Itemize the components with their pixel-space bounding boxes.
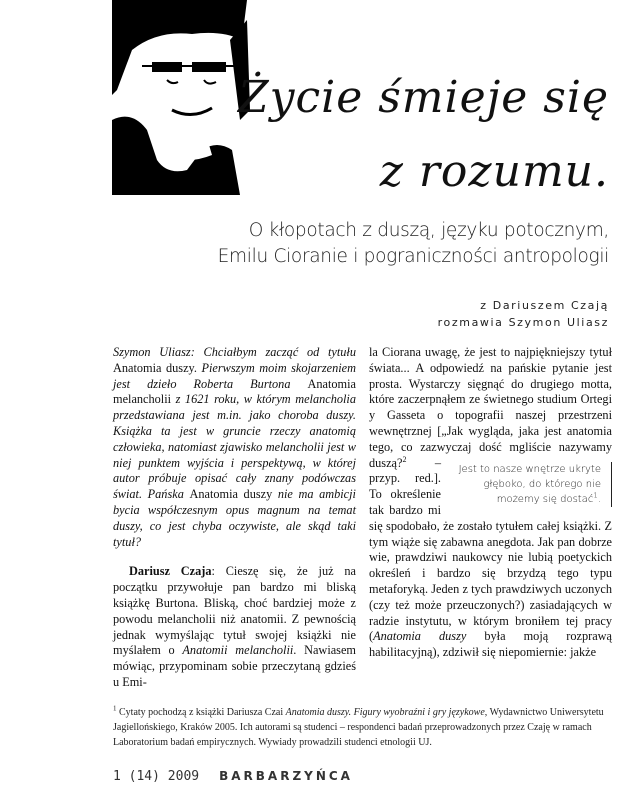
right-column bbox=[369, 345, 612, 661]
answer-text: : Cieszę się, że już na początku przywołuje pan bardzo mi bliską książkę Burtona. Bliską, choć bardziej może z powodu melancholii niż anatomii. Z pewnością jednak wymyślając tytuł swojej książki nie myślałem o bbox=[113, 564, 356, 658]
footnote-mark: 1 bbox=[113, 704, 117, 713]
answer-text: była moją rozprawą habilitacyjną), zdziwił się niepomiernie: jakże bbox=[369, 629, 612, 660]
subtitle-line-2: Emilu Cioranie i pograniczności antropologii bbox=[217, 246, 609, 267]
subtitle-line-1: O kłopotach z duszą, języku potocznym, bbox=[248, 220, 609, 241]
speaker-name: Dariusz Czaja bbox=[129, 564, 212, 579]
book-title: Anatomii melancholii bbox=[182, 643, 294, 658]
footnote-text: , Wydawnictwo Uniwersytetu Jagiellońskiego, Kraków 2005. Ich autorami są studenci – respondenci badań przeprowadzonych przez Czaję w ramach Laboratorium badań empirycznych. Wywiady prowadzili studenci etnologii UJ. bbox=[113, 707, 604, 748]
book-title: Anatomia duszy bbox=[189, 487, 273, 502]
answer-text: . Nawiasem mówiąc, przypominam sobie przeczytaną gdzieś u Emi- bbox=[113, 643, 356, 689]
title-line-2: z rozumu. bbox=[379, 146, 609, 197]
question-text: nie ma ambicji bycia współczesnym opus magnum na temat duszy, co jest chyba oczywiste, ale skąd taki tytuł? bbox=[113, 487, 356, 549]
footnote bbox=[113, 705, 613, 750]
answer-paragraph-continued bbox=[369, 345, 612, 661]
title-line-1: Życie śmieje się bbox=[238, 72, 609, 123]
book-title: Anatomia duszy. bbox=[113, 360, 197, 375]
answer-text: – przyp. red.]. To określenie tak bardzo mi się spodobało, że zostało tytułem całej książki. Z tym wiąże się zabawna anegdota. Jak pan dobrze wie, prawdziwi naukowcy nie lubią poetyckich określeń i bardzo się brzydzą tego typu metaforyką. Jeden z tych prawdziwych uczonych (czy też może przeuczonych?) zasiadających w radzie instytutu, w którym broniłem tej pracy ( bbox=[369, 455, 612, 644]
book-title: Anatomia duszy bbox=[373, 629, 467, 644]
book-title: Anatomia melancholii bbox=[113, 376, 356, 407]
answer-paragraph bbox=[113, 564, 356, 690]
footnote-ref: 1 bbox=[593, 491, 598, 500]
question-text: Szymon Uliasz: Chciałbym zacząć od tytułu bbox=[113, 345, 356, 359]
answer-text: la Ciorana uwagę, że jest to najpiękniejszy tytuł świata... A odpowiedź na pańskie pytanie jest prosta. Wystarczy sięgnąć do drugiego motta, które zaczerpnąłem ze świetnego studium Ortegi y Gasseta o topografii naszej przestrzeni wewnętrznej [„Jak wygląda, jaka jest anatomia tego, co zazwyczaj dość mgliście nazywamy duszą? bbox=[369, 345, 612, 470]
byline-line-1: z Dariuszem Czają bbox=[480, 299, 609, 312]
page-footer bbox=[113, 768, 353, 785]
question-text: z 1621 roku, w którym melancholia przedstawiana jest m.in. jako choroba duszy. Książka ta jest w gruncie rzeczy anatomią człowieka, natomiast zjawisko melancholii jest w niej punktem wyjścia i perspektywą, w której autor próbuje opisać cały znany podówczas świat. Pańska bbox=[113, 392, 356, 502]
pull-quote bbox=[451, 462, 612, 507]
question-text: Pierwszym moim skojarzeniem jest dzieło Roberta Burtona bbox=[113, 360, 356, 391]
subtitle bbox=[218, 218, 609, 270]
footnote-ref: 2 bbox=[402, 454, 407, 464]
byline-line-2: rozmawia Szymon Uliasz bbox=[437, 316, 609, 329]
magazine-name: BARBARZYŃCA bbox=[219, 769, 353, 783]
left-column bbox=[113, 345, 356, 691]
pull-quote-end: . bbox=[597, 493, 601, 505]
footnote-book-title: Anatomia duszy. Figury wyobraźni i gry językowe bbox=[285, 707, 485, 718]
pull-quote-text: Jest to nasze wnętrze ukryte głęboko, do którego nie możemy się dostać bbox=[458, 463, 601, 505]
byline bbox=[438, 297, 609, 331]
question-paragraph bbox=[113, 345, 356, 550]
issue-number: 1 (14) 2009 bbox=[113, 769, 200, 784]
footnote-text: Cytaty pochodzą z książki Dariusza Czai bbox=[116, 707, 286, 718]
